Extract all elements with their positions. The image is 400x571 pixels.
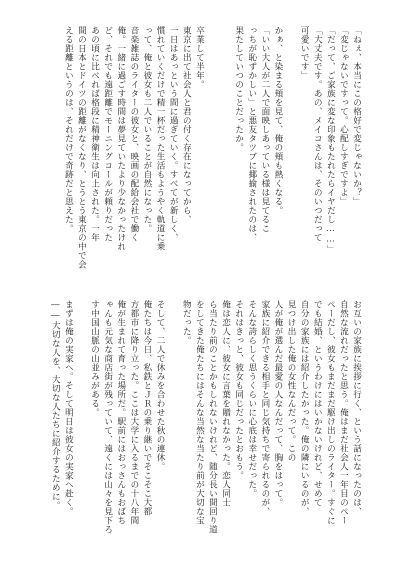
bottom-block-line: 自分の家族には紹介したかった。俺の隣にいるのが、 [299,300,310,516]
top-block-line: える距離というのは、それだけで奇跡だと思えた。 [63,26,74,233]
bottom-block-line: ゃんも元気な商店街が残っていて、遠くには山々を見下ろ [102,300,113,534]
bottom-block-line: ペーだし、彼女もまだまだ駆け出しのライター。すぐに [325,300,336,525]
bottom-block-line: そして、二人で休みを合わせた秋の連休。 [155,300,166,471]
bottom-block-line: 俺が生まれて育った場所だ。駅前にはおっさんもおばち [115,300,126,525]
top-block-line: 東京に出て社会人と君の付く存在になってから、 [181,26,192,224]
top-block-line: かぁ、と染まる頬を見て、俺の頬も熱くなる。 [272,26,283,215]
bottom-block-line: お互いの家族に挨拶に行く、という話になったのは、 [351,300,362,516]
top-block-line: っちが恥ずかしい」と悪友タツブに揶揄されたのは、 [246,26,257,242]
top-block-line: 「いい大人が二人で面映しあっている様は見てるこ [259,26,270,233]
top-block-line: 卒業して半年。 [194,26,205,89]
top-block-line: 間の日本とドイツの距離がなくなり、とうとう東京の中で会 [76,26,87,269]
bottom-block-line: そんな誇らしく思うくらいに心底は幸せだった。 [246,300,257,498]
bottom-block-line: ら当たり前のことかもしれないけれど、随分長い間回り道 [207,300,218,534]
bottom-block-line: ――大切な人を、大切な人たちに紹介するために。 [50,300,61,510]
top-block-line: 果たしていつのことだったか。 [233,26,244,152]
top-block-line: 俺。一緒に過ごす時間は夢見ていたより少なかったけれ [115,26,126,251]
bottom-block-line: をしてきた俺たちにはそんな当然な当たり前が大切な宝 [194,300,205,525]
bottom-block-line: それはきっと、彼女も同じだったとおもう。 [233,300,244,480]
bottom-block-line: 方都市に降り立った。ここは大学に入るまでの十八年間 [128,300,139,525]
bottom-block-line: まずは俺の実家へ。そして明日は彼女の実家へ赴く。 [63,300,74,516]
bottom-block-line: す中国山脈の山並みがある。 [89,300,100,417]
bottom-block-line: 家族に紹介できる相手と同じ気持ちで寄られるのが、 [259,300,270,516]
bottom-block-line: でも結婚、というわけにはいかないけれど、せめて [312,300,323,507]
bottom-block-line: 俺は恋人に、彼女に言葉を贈れなかった。恋人同士 [220,300,231,507]
bottom-block-line: 自然な流れだったと思う。俺はまだ社会人一年目のペー [338,300,349,525]
bottom-block-line: 人が俺が選んだ最愛の人なんだって、胸をはって。 [272,300,283,507]
top-block-line: ど、それでも遠距離でモーニングコールが頼りだった [102,26,113,242]
top-block-line: 一日はあっという間に過ぎていく。すべてが新しく、 [168,26,179,242]
top-block-line: 「変じゃないですって。心配しすぎですよ」 [338,26,349,206]
bottom-block-line: 物だった。 [181,300,192,345]
top-block-line: 「だって、ご家族に変な印象もたれたらイヤだし……」 [325,26,336,254]
bottom-block-line: 俺たちは今日、私鉄とＪＲの乗り継いでそこそこ大都 [141,300,152,516]
top-block-line: あの頃に比べれば格段に精神衛生は向上された。一年 [89,26,100,242]
top-block-line: 「大丈夫です。あの、メイコさんは、そのいつだって [312,26,323,242]
top-block-line: 音楽雑誌のライターの彼女と、映画の配給会社で働く [128,26,139,242]
top-block-line: 慣れていくだけで精一杯だった生活もようやく軌道に乗 [155,26,166,251]
top-block-line: 可愛いです」 [299,26,310,80]
bottom-block-line: 見つけ出した俺の女性なんだって。この [286,300,297,462]
top-block-line: って、俺と彼女も二人でいることが自然になった。 [141,26,152,233]
top-block-line: 「ねぇ、本当にこの格好で変じゃないか？」 [351,26,362,206]
